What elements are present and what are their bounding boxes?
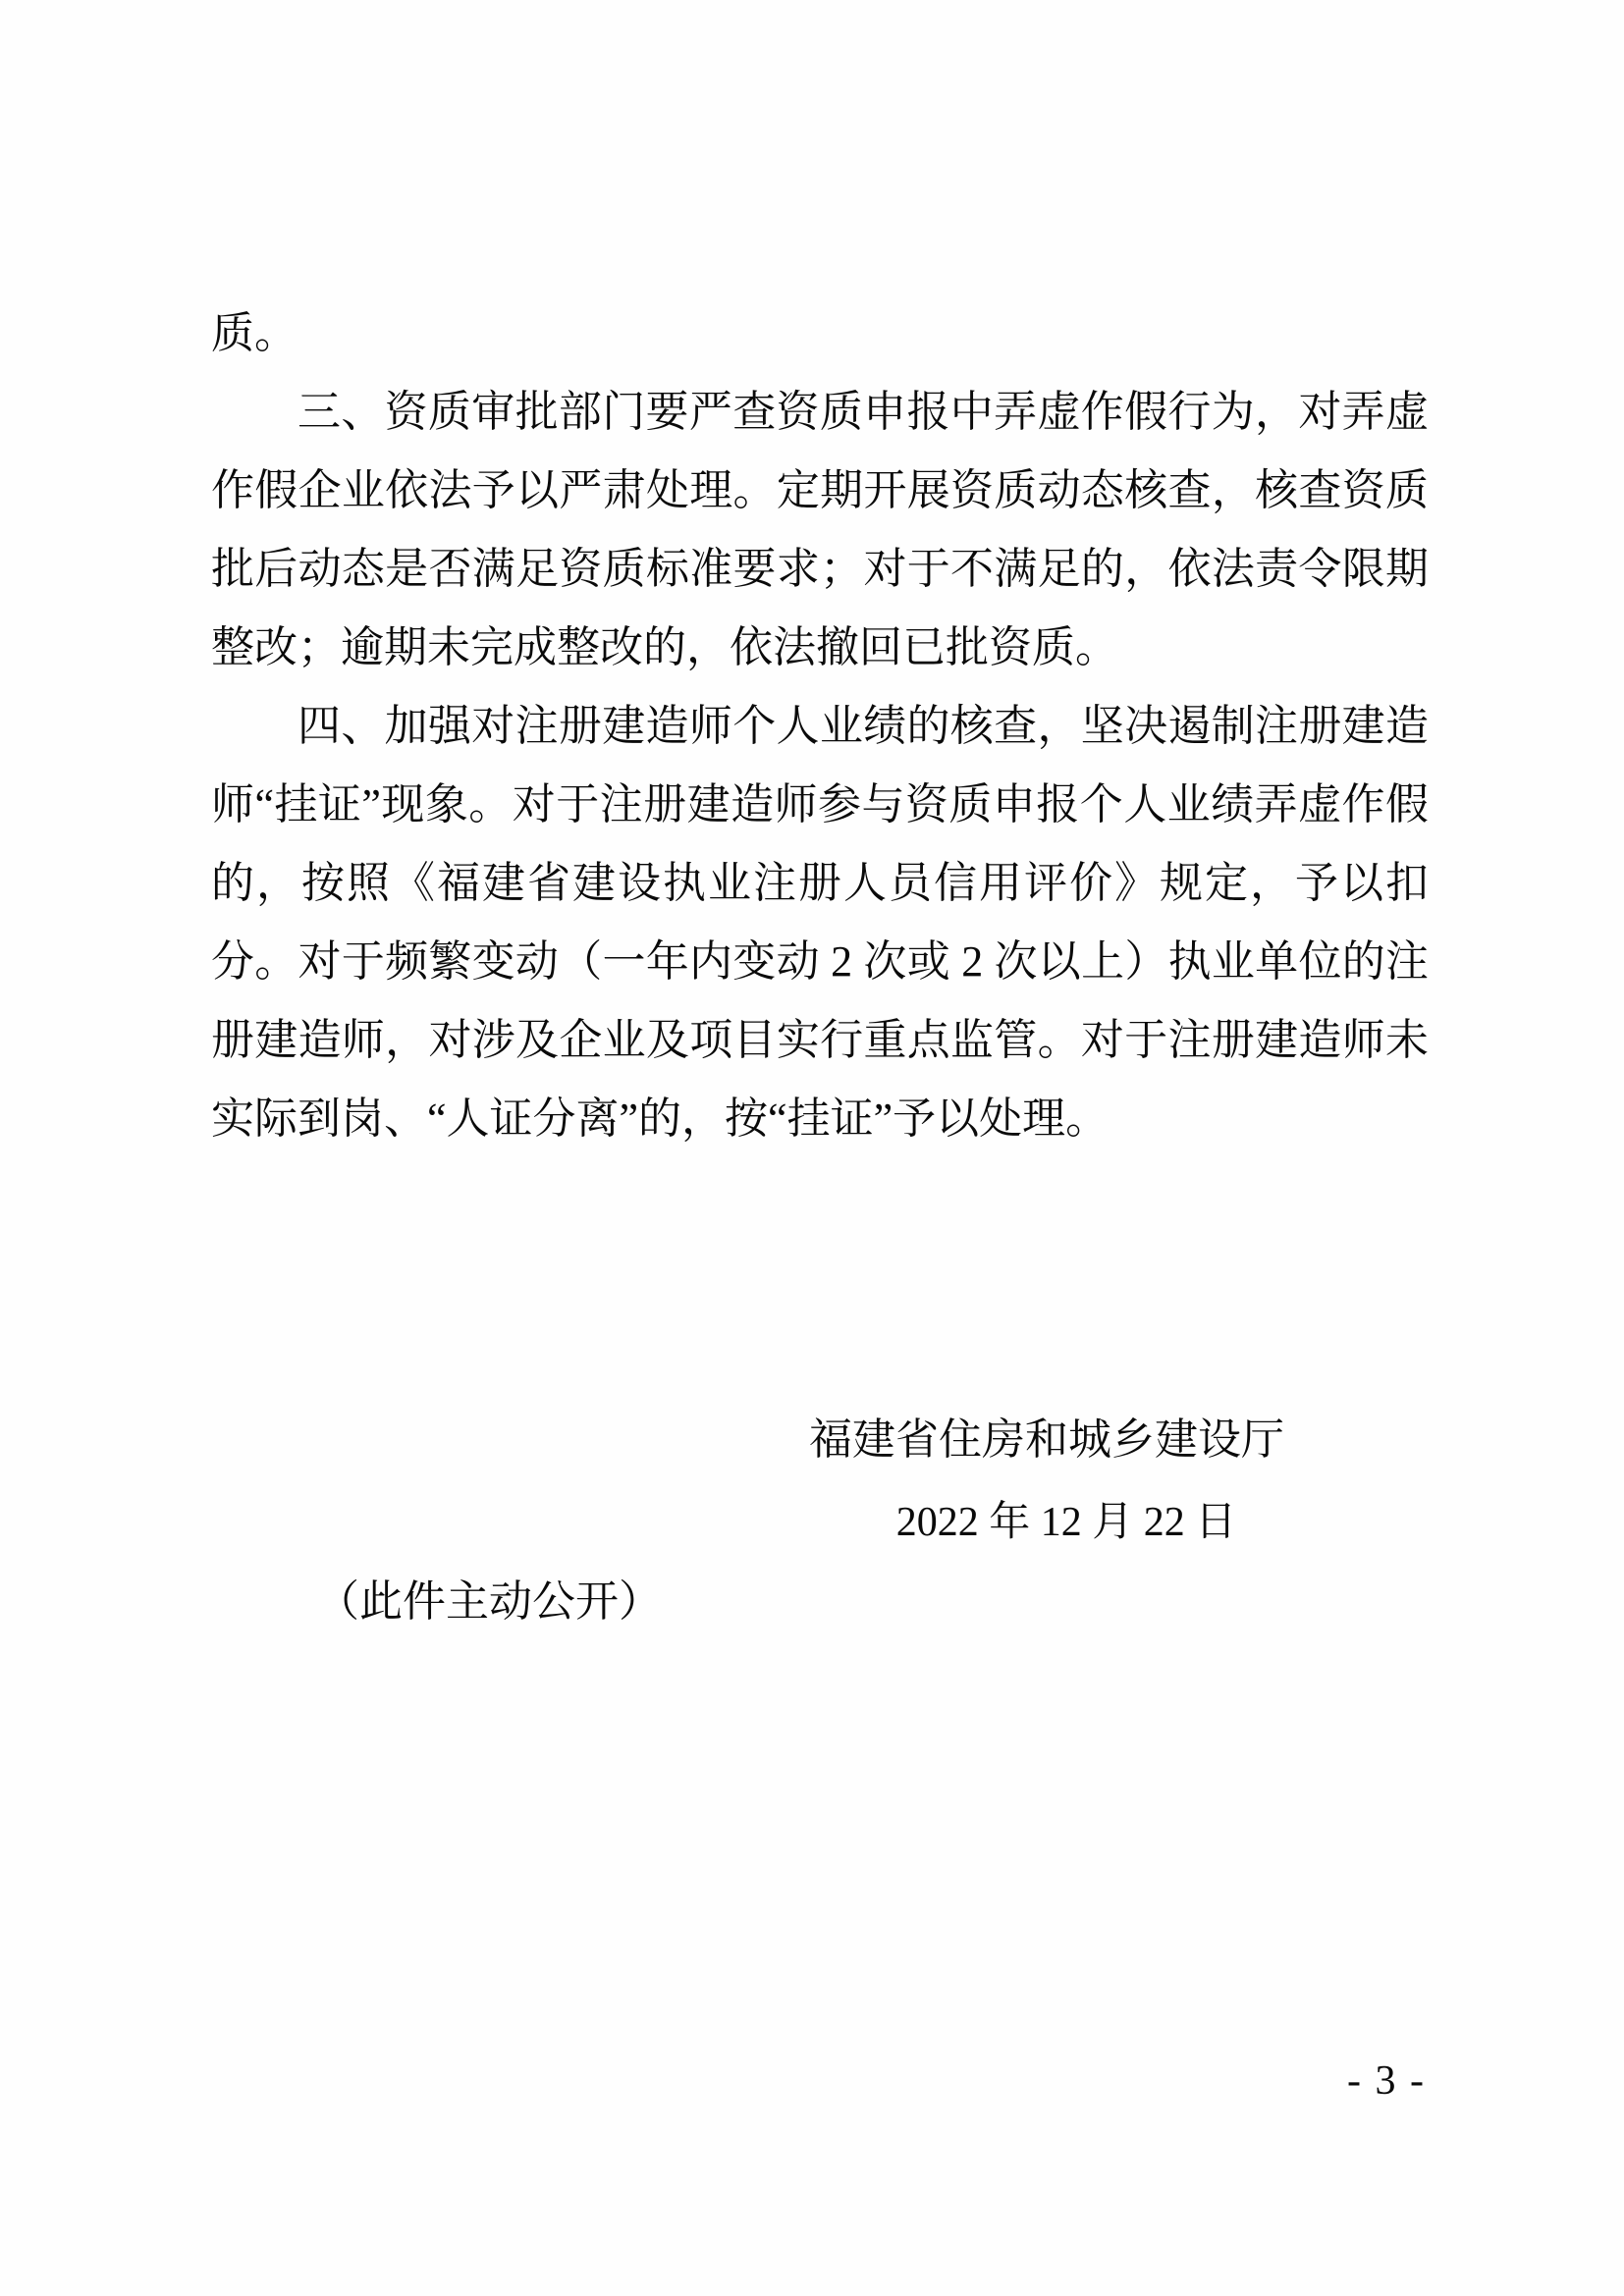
paragraph-continuation: 质。 [211, 309, 298, 357]
issue-date: 2022 年 12 月 22 日 [895, 1500, 1237, 1545]
paragraph-item-four: 四、加强对注册建造师个人业绩的核查，坚决遏制注册建造师“挂证”现象。对于注册建造师参与资质申报个人业绩弄虚作假的，按照《福建省建设执业注册人员信用评价》规定，予以扣分。对于频繁变动（一年内变动 2 次或 2 次以上）执业单位的注册建造师，对涉及企业及项目实行重点监管。对于注册建造师未实际到岗、“人证分离”的，按“挂证”予以处理。 [211, 702, 1429, 1143]
paragraph-item-three: 三、资质审批部门要严查资质申报中弄虚作假行为，对弄虚作假企业依法予以严肃处理。定期开展资质动态核查，核查资质批后动态是否满足资质标准要求；对于不满足的，依法责令限期整改；逾期未完成整改的，依法撤回已批资质。 [211, 388, 1429, 671]
page-number: - 3 - [1347, 2058, 1426, 2104]
publicity-note: （此件主动公开） [316, 1577, 662, 1626]
document-body [211, 294, 1429, 1158]
signature-block [795, 1415, 1298, 1546]
issuing-agency-name: 福建省住房和城乡建设厅 [809, 1415, 1284, 1464]
